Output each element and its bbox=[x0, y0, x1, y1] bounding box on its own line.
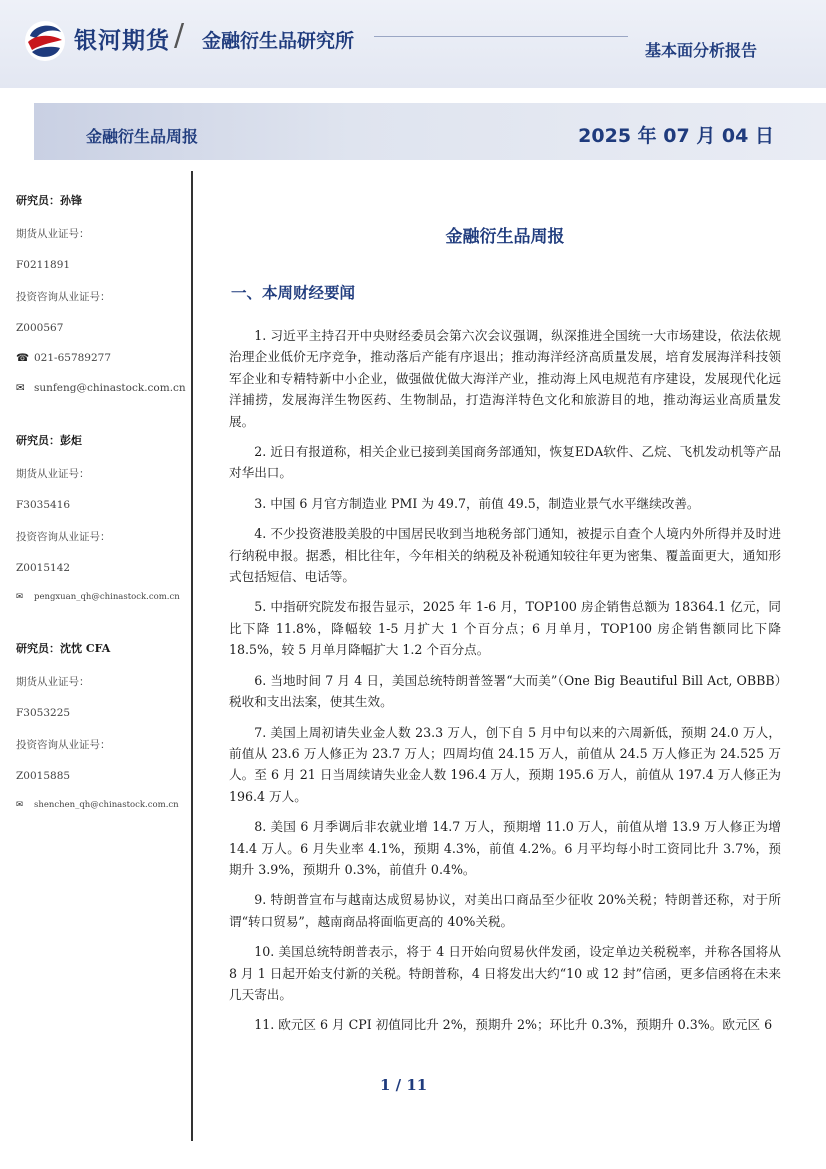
email-address[interactable]: shenchen_qh@chinastock.com.cn bbox=[34, 800, 179, 810]
galaxy-logo-icon bbox=[24, 20, 66, 62]
advisory-cert-label: 投资咨询从业证号： bbox=[16, 291, 111, 303]
analyst-card bbox=[16, 192, 188, 394]
news-item: 9. 特朗普宣布与越南达成贸易协议，对美出口商品至少征收 20%关税；特朗普还称，对于所谓“转口贸易”，越南商品将面临更高的 40%关税。 bbox=[229, 892, 781, 929]
brand-name: 银河期货 bbox=[74, 28, 170, 54]
sidebar-divider bbox=[191, 171, 193, 1141]
futures-cert-number: F0211891 bbox=[16, 259, 71, 271]
phone-icon: ☎ bbox=[16, 352, 30, 364]
email-address[interactable]: sunfeng@chinastock.com.cn bbox=[34, 382, 186, 394]
institute-name: 金融衍生品研究所 bbox=[202, 30, 355, 52]
report-body bbox=[229, 222, 781, 1045]
header-divider bbox=[374, 36, 628, 37]
news-item: 10. 美国总统特朗普表示，将于 4 日开始向贸易伙伴发函，设定单边关税税率，并称各国将从 8 月 1 日起开始支付新的关税。特朗普称，4 日将发出大约“10 或 12 封”信函，更多信函将在未来几天寄出。 bbox=[229, 944, 781, 1002]
analyst-phone bbox=[16, 352, 188, 364]
analyst-sidebar bbox=[16, 192, 188, 848]
page-header bbox=[0, 0, 826, 88]
news-item: 7. 美国上周初请失业金人数 23.3 万人，创下自 5 月中旬以来的六周新低，预期 24.0 万人，前值从 23.6 万人修正为 23.7 万人；四周均值 24.15 万人，前值从 24.5 万人修正为 24.525 万人。至 6 月 21 日当周续请失业金人数 196.4 万人，预期 195.6 万人，前值从 197.4 万人修正为 196.4 万人。 bbox=[229, 724, 781, 804]
futures-cert-label: 期货从业证号： bbox=[16, 228, 90, 240]
analyst-name: 研究员：孙锋 bbox=[16, 194, 82, 207]
email-icon: ✉ bbox=[16, 592, 24, 602]
news-item: 11. 欧元区 6 月 CPI 初值同比升 2%，预期升 2%；环比升 0.3%，预期升 0.3%。欧元区 6 bbox=[254, 1017, 773, 1033]
email-icon: ✉ bbox=[16, 382, 25, 394]
advisory-cert-number: Z0015142 bbox=[16, 562, 71, 574]
news-item: 2. 近日有报道称，相关企业已接到美国商务部通知，恢复EDA软件、乙烷、飞机发动机等产品对华出口。 bbox=[229, 444, 781, 481]
futures-cert-number: F3035416 bbox=[16, 499, 71, 511]
email-icon: ✉ bbox=[16, 800, 24, 810]
analyst-card bbox=[16, 640, 188, 810]
analyst-email[interactable] bbox=[16, 592, 188, 602]
section-heading: 一、本周财经要闻 bbox=[231, 284, 356, 302]
futures-cert-label: 期货从业证号： bbox=[16, 676, 90, 688]
report-type: 基本面分析报告 bbox=[645, 41, 758, 60]
futures-cert-number: F3053225 bbox=[16, 707, 71, 719]
page-number: 1 / 11 bbox=[380, 1076, 428, 1094]
analyst-email[interactable] bbox=[16, 800, 188, 810]
news-item: 3. 中国 6 月官方制造业 PMI 为 49.7，前值 49.5，制造业景气水平继续改善。 bbox=[254, 495, 700, 511]
report-date: 2025 年 07 月 04 日 bbox=[578, 125, 774, 147]
advisory-cert-number: Z0015885 bbox=[16, 770, 71, 782]
phone-number: 021-65789277 bbox=[34, 352, 112, 364]
analyst-name: 研究员：彭炬 bbox=[16, 434, 82, 447]
news-item: 6. 当地时间 7 月 4 日，美国总统特朗普签署“大而美”（One Big Beautiful Bill Act, OBBB）税收和支出法案，使其生效。 bbox=[229, 672, 781, 710]
advisory-cert-label: 投资咨询从业证号： bbox=[16, 739, 111, 751]
news-item: 5. 中指研究院发布报告显示，2025 年 1-6 月，TOP100 房企销售总额为 18364.1 亿元，同比下降 11.8%，降幅较 1-5 月扩大 1 个百分点；6 月单月，TOP100 房企销售额同比下降 18.5%，较 5 月单月降幅扩大 1.2 个百分点。 bbox=[229, 599, 781, 658]
advisory-cert-label: 投资咨询从业证号： bbox=[16, 531, 111, 543]
news-item: 8. 美国 6 月季调后非农就业增 14.7 万人，预期增 11.0 万人，前值从增 13.9 万人修正为增 14.4 万人。6 月失业率 4.1%，预期 4.3%，前值 4.2%。6 月平均每小时工资同比升 3.7%，预期升 3.9%，预期升 0.3%，前值升 0.4%。 bbox=[229, 819, 781, 877]
advisory-cert-number: Z000567 bbox=[16, 322, 64, 334]
news-item: 1. 习近平主持召开中央财经委员会第六次会议强调，纵深推进全国统一大市场建设，依法依规治理企业低价无序竞争，推动落后产能有序退出；推动海洋经济高质量发展，培育发展海洋科技领军企业和专精特新中小企业，做强做优做大海洋产业，推动海上风电规范有序建设，发展现代化远洋捕捞，发展海洋生物医药、生物制品，打造海洋特色文化和旅游目的地，推动海运业高质量发展。 bbox=[229, 328, 781, 429]
futures-cert-label: 期货从业证号： bbox=[16, 468, 90, 480]
analyst-name: 研究员：沈忱 CFA bbox=[16, 642, 111, 655]
analyst-card bbox=[16, 432, 188, 602]
document-title: 金融衍生品周报 bbox=[445, 227, 565, 247]
analyst-email[interactable] bbox=[16, 382, 188, 394]
banner-title: 金融衍生品周报 bbox=[86, 127, 199, 146]
email-address[interactable]: pengxuan_qh@chinastock.com.cn bbox=[34, 592, 180, 602]
header-separator: / bbox=[174, 18, 185, 53]
news-item: 4. 不少投资港股美股的中国居民收到当地税务部门通知，被提示自查个人境内外所得并及时进行纳税申报。据悉，相比往年，今年相关的纳税及补税通知较往年更为密集、覆盖面更大，通知形式包括短信、电话等。 bbox=[229, 526, 781, 585]
